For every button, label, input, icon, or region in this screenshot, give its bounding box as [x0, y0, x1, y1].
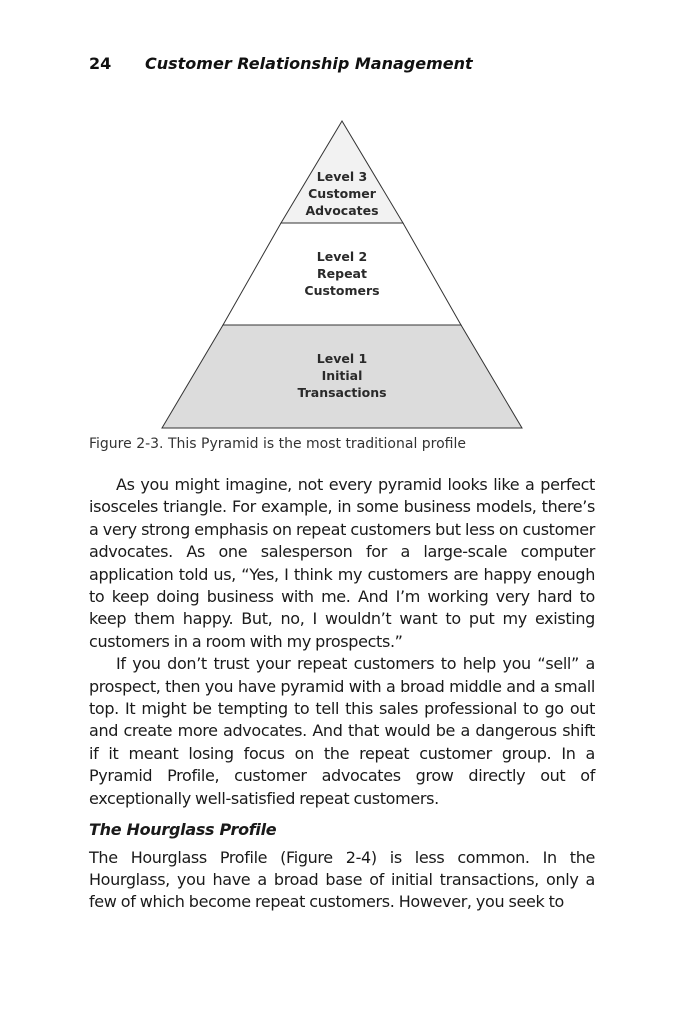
- body-text: [89, 474, 595, 914]
- level-2-label: Customers: [304, 283, 380, 298]
- paragraph: As you might imagine, not every pyramid looks like a perfect isosceles triangle. For example, in some business models, there’s a very strong emphasis on repeat customers but less on customer advocates. As one salesperson for a large-scale computer application told us, “Yes, I think my customers are happy enough to keep doing business with me. And I’m working very hard to keep them happy. But, no, I wouldn’t want to put my existing customers in a room with my prospects.”: [89, 475, 595, 651]
- pyramid-diagram: [150, 115, 534, 431]
- running-header: [89, 54, 473, 73]
- paragraph: The Hourglass Profile (Figure 2-4) is less common. In the Hourglass, you have a broad base of initial transactions, only a few of which become repeat customers. However, you seek to: [89, 847, 595, 912]
- paragraph: If you don’t trust your repeat customers to help you “sell” a prospect, then you have pyramid with a broad middle and a small top. It might be tempting to tell this sales professional to go out and create more advocates. And that would be a dangerous shift if it meant losing focus on the repeat customer group. In a Pyramid Profile, customer advocates grow directly out of exceptionally well-satisfied repeat customers.: [89, 654, 595, 808]
- level-1-title: Level 1: [316, 351, 368, 366]
- level-3-subtitle: Customer: [308, 186, 376, 201]
- level-1-label: Transactions: [297, 385, 387, 400]
- level-3-title: Level 3: [316, 169, 368, 184]
- section-heading: The Hourglass Profile: [89, 820, 277, 840]
- level-1-subtitle: Initial: [321, 368, 363, 383]
- running-title: Customer Relationship Management: [145, 54, 473, 73]
- level-3-label: Advocates: [305, 203, 379, 218]
- figure-caption: Figure 2-3. This Pyramid is the most traditional profile: [89, 436, 467, 452]
- level-2-title: Level 2: [316, 249, 368, 264]
- level-2-subtitle: Repeat: [317, 266, 367, 281]
- page-number: 24: [89, 54, 112, 73]
